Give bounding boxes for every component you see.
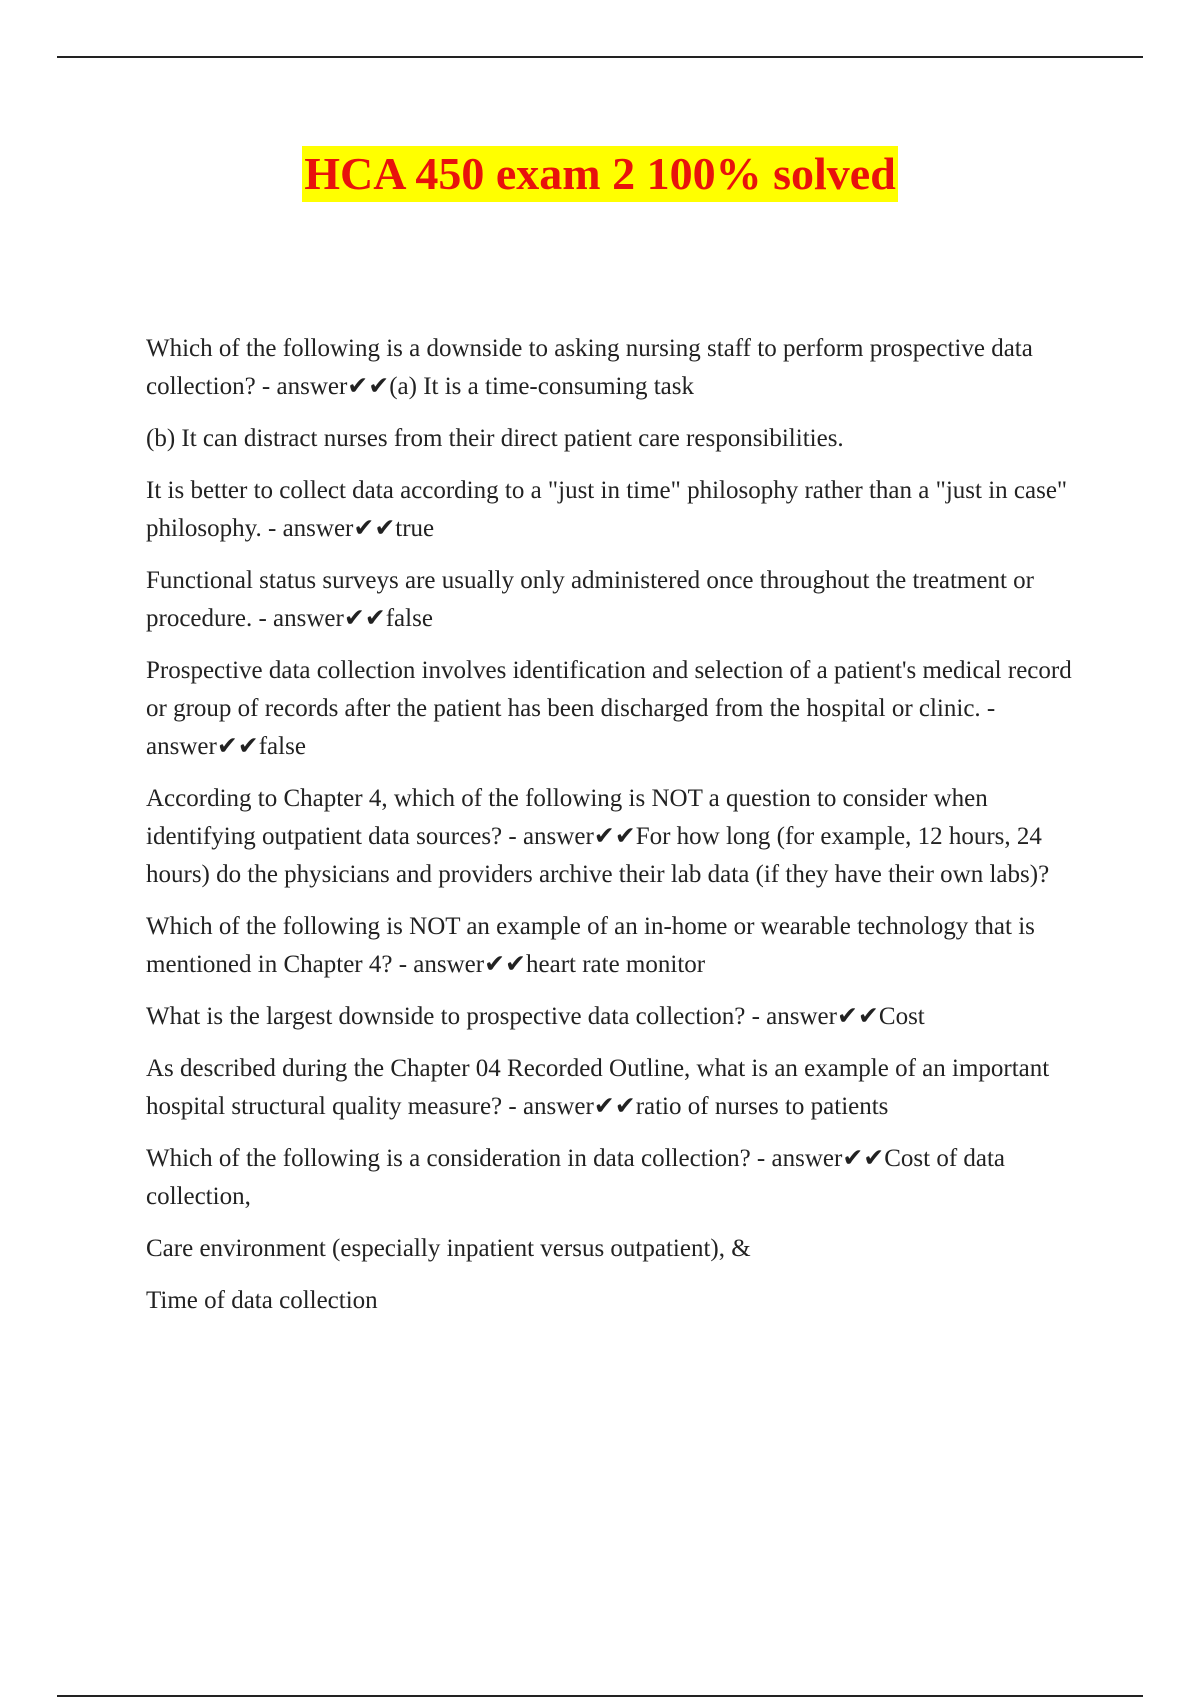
paragraph-text: Care environment (especially inpatient versus outpatient), &: [146, 1235, 751, 1262]
question-text: According to Chapter 4, which of the following is NOT a question to consider when identifying outpatient data sources? - answer: [146, 785, 988, 850]
check-icon: ✔✔: [216, 733, 259, 760]
answer-text: Cost of data collection,: [146, 1145, 1006, 1210]
check-icon: ✔✔: [353, 515, 396, 542]
question-text: What is the largest downside to prospective data collection? - answer: [146, 1003, 837, 1030]
document-body: [146, 330, 1086, 1334]
qa-item: [146, 472, 1086, 548]
check-icon: ✔✔: [343, 605, 386, 632]
question-text: Prospective data collection involves identification and selection of a patient's medical record or group of records after the patient has been discharged from the hospital or clinic. - answer: [146, 657, 1072, 760]
qa-item: [146, 998, 1086, 1036]
qa-item: [146, 652, 1086, 766]
check-icon: ✔✔: [842, 1145, 885, 1172]
question-text: Functional status surveys are usually only administered once throughout the treatment or procedure. - answer: [146, 567, 1034, 632]
question-text: As described during the Chapter 04 Recorded Outline, what is an example of an important hospital structural quality measure? - answer: [146, 1055, 1050, 1120]
qa-item: [146, 330, 1086, 406]
question-text: Which of the following is NOT an example of an in-home or wearable technology that is mentioned in Chapter 4? - answer: [146, 913, 1035, 978]
top-rule: [57, 56, 1143, 58]
qa-item: [146, 1140, 1086, 1216]
paragraph-text: Time of data collection: [146, 1287, 378, 1314]
answer-text: For how long (for example, 12 hours, 24 hours) do the physicians and providers archive their lab data (if they have their own labs)?: [146, 823, 1050, 888]
paragraph: [146, 1230, 1086, 1268]
check-icon: ✔✔: [593, 1093, 636, 1120]
check-icon: ✔✔: [593, 823, 636, 850]
qa-item: [146, 1050, 1086, 1126]
qa-item: [146, 908, 1086, 984]
answer-text: Cost: [878, 1003, 925, 1030]
answer-text: (a) It is a time-consuming task: [389, 373, 694, 400]
answer-text: false: [258, 733, 306, 760]
paragraph: [146, 420, 1086, 458]
answer-text: ratio of nurses to patients: [635, 1093, 889, 1120]
answer-text: true: [395, 515, 435, 542]
check-icon: ✔✔: [836, 1003, 879, 1030]
qa-item: [146, 780, 1086, 894]
title-container: [0, 146, 1200, 202]
question-text: Which of the following is a downside to asking nursing staff to perform prospective data collection? - answer: [146, 335, 1033, 400]
paragraph: [146, 1282, 1086, 1320]
check-icon: ✔✔: [347, 373, 390, 400]
paragraph-text: (b) It can distract nurses from their direct patient care responsibilities.: [146, 425, 844, 452]
qa-item: [146, 562, 1086, 638]
question-text: Which of the following is a consideration in data collection? - answer: [146, 1145, 843, 1172]
document-title: HCA 450 exam 2 100% solved: [302, 146, 898, 202]
question-text: It is better to collect data according to a "just in time" philosophy rather than a "just in case" philosophy. - answer: [146, 477, 1068, 542]
check-icon: ✔✔: [484, 951, 526, 978]
answer-text: heart rate monitor: [526, 951, 706, 978]
answer-text: false: [385, 605, 433, 632]
bottom-rule: [57, 1695, 1143, 1697]
